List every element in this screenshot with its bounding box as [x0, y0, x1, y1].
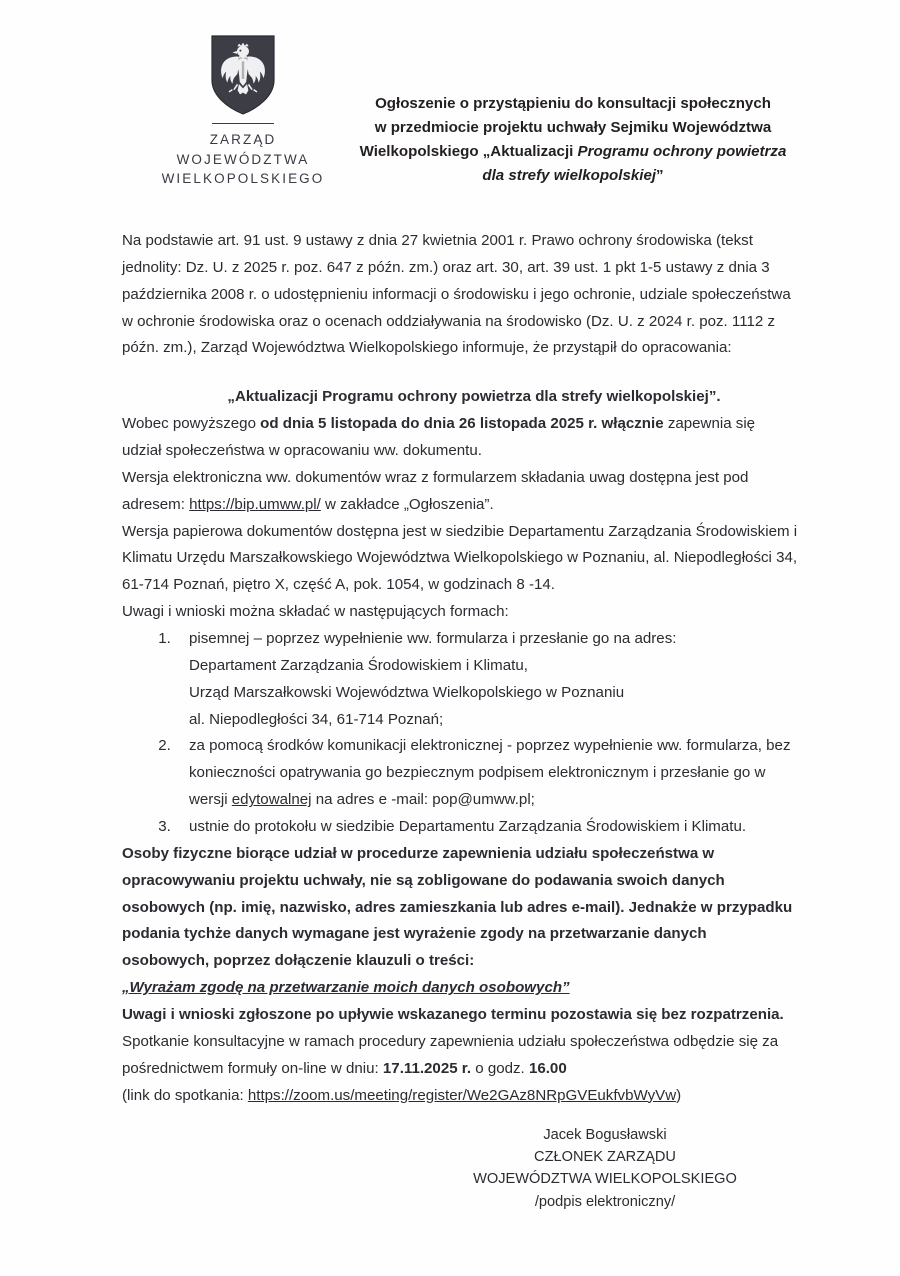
form-1-line-3: Urząd Marszałkowski Województwa Wielkopolskiego w Poznaniu — [189, 683, 625, 701]
organization-name-line-1: ZARZĄD — [209, 132, 277, 147]
logo-divider — [212, 123, 274, 124]
legal-basis-paragraph: Na podstawie art. 91 ust. 9 ustawy z dnia 27 kwietnia 2001 r. Prawo ochrony środowiska (tekst jednolity: Dz. U. z 2025 r. poz. 647 z późn. zm.) oraz art. 30, art. 39 ust. 1 pkt 1-5 ustawy z dnia 3 października 2008 r. o udostępnieniu informacji o środowisku i jego ochronie, udziale społeczeństwa w ochronie środowiska oraz o ocenach oddziaływania na środowisko (Dz. U. z 2024 r. poz. 1112 z późn. zm.), Zarząd Województwa Wielkopolskiego informuje, że przystąpił do opracowania: — [122, 232, 791, 357]
electronic-signature-note: /podpis elektroniczny/ — [534, 1193, 676, 1210]
participation-prefix: Wobec powyższego — [122, 415, 261, 433]
document-title-closing-quote: ” — [656, 166, 664, 184]
form-1-line-2: Departament Zarządzania Środowiskiem i Klimatu, — [189, 656, 528, 674]
meeting-prefix: Spotkanie konsultacyjne w ramach procedury zapewnienia udziału społeczeństwa odbędzie się za pośrednictwem formuły on-line w dniu: — [122, 1032, 779, 1077]
meeting-link-prefix: (link do spotkania: — [122, 1086, 248, 1104]
bip-link[interactable]: https://bip.umww.pl/ — [189, 495, 321, 513]
zoom-meeting-link[interactable]: https://zoom.us/meeting/register/We2GAz8NRpGVEukfvbWyVw — [247, 1086, 677, 1104]
form-3-line-1: ustnie do protokołu w siedzibie Departamentu Zarządzania Środowiskiem i Klimatu. — [189, 818, 747, 836]
document-title-line-3-plain: Wielkopolskiego „Aktualizacji — [359, 142, 578, 160]
personal-data-notice: Osoby fizyczne biorące udział w procedurze zapewnienia udziału społeczeństwa w opracowywaniu projektu uchwały, nie są zobligowane do podawania swoich danych osobowych (np. imię, nazwisko, adres zamieszkania lub adres e-mail). Jednakże w przypadku podania tychże danych wymagane jest wyrażenie zgody na przetwarzanie danych osobowych, poprzez dołączenie klauzuli o treści: — [122, 844, 793, 970]
spacer — [122, 362, 798, 384]
document-title-line-3-italic: Programu ochrony powietrza — [577, 142, 787, 160]
document-title-line-4 — [342, 164, 804, 188]
organization-name-line-2: WOJEWÓDZTWA — [176, 151, 310, 167]
meeting-time: 16.00 — [528, 1059, 567, 1077]
document-header — [0, 34, 900, 189]
wielkopolska-coat-of-arms-icon — [210, 34, 276, 116]
document-title-line-1: Ogłoszenie o przystąpieniu do konsultacji społecznych — [375, 95, 771, 112]
deadline-notice: Uwagi i wnioski zgłoszone po upływie wskazanego terminu pozostawia się bez rozpatrzenia. — [122, 1006, 784, 1024]
meeting-date: 17.11.2025 r. — [382, 1059, 472, 1077]
list-item — [175, 626, 798, 733]
document-title-line-3 — [342, 140, 804, 164]
participation-dates: od dnia 5 listopada do dnia 26 listopada 2025 r. włącznie — [260, 415, 664, 433]
form-2-underlined-word: edytowalnej — [231, 791, 312, 809]
signatory-role-line-2: WOJEWÓDZTWA WIELKOPOLSKIEGO — [473, 1171, 737, 1188]
participation-suffix: zapewnia się udział społeczeństwa w opracowaniu ww. dokumentu. — [122, 415, 756, 460]
signatory-name: Jacek Bogusławski — [543, 1127, 667, 1143]
participation-paragraph — [122, 411, 798, 465]
meeting-middle: o godz. — [471, 1059, 529, 1077]
electronic-version-prefix: Wersja elektroniczna ww. dokumentów wraz z formularzem składania uwag dostępna jest pod adresem: — [122, 468, 749, 513]
form-1-line-4: al. Niepodległości 34, 61-714 Poznań; — [189, 710, 444, 728]
consent-clause: „Wyrażam zgodę na przetwarzanie moich danych osobowych” — [122, 979, 570, 997]
form-2-text-before: za pomocą środków komunikacji elektronicznej - poprzez wypełnienie ww. formularza, bez konieczności opatrywania go bezpiecznym podpisem elektronicznym i przesłanie go w wersji — [189, 737, 791, 809]
signatory-role-line-1: CZŁONEK ZARZĄDU — [534, 1149, 676, 1166]
form-1-line-1: 1. pisemnej – poprzez wypełnienie ww. formularza i przesłanie go na adres: — [189, 630, 677, 648]
meeting-paragraph — [122, 1029, 798, 1083]
meeting-link-paragraph — [122, 1083, 798, 1110]
list-item — [175, 814, 798, 841]
document-title-quoted: „Aktualizacji Programu ochrony powietrza dla strefy wielkopolskiej”. — [227, 388, 721, 406]
document-title — [342, 92, 804, 187]
signature-block — [0, 1124, 900, 1213]
document-title-line-4-italic: dla strefy wielkopolskiej — [482, 166, 657, 184]
paper-version-paragraph: Wersja papierowa dokumentów dostępna jest w siedzibie Departamentu Zarządzania Środowiskiem i Klimatu Urzędu Marszałkowskiego Województwa Wielkopolskiego w Poznaniu, al. Niepodległości 34, 61-714 Poznań, piętro X, część A, pok. 1054, w godzinach 8 -14. — [122, 522, 798, 594]
submission-forms-list — [122, 626, 798, 841]
electronic-version-paragraph — [122, 465, 798, 519]
organization-name-line-3: WIELKOPOLSKIEGO — [161, 171, 325, 187]
list-item — [175, 733, 798, 814]
document-body — [122, 228, 798, 1110]
form-2-text-after: na adres e -mail: pop@umww.pl; — [311, 791, 535, 809]
document-title-line-2: w przedmiocie projektu uchwały Sejmiku Województwa — [374, 118, 772, 136]
meeting-link-suffix: ) — [676, 1086, 682, 1104]
organization-name — [162, 130, 325, 189]
forms-intro: Uwagi i wnioski można składać w następujących formach: — [122, 603, 509, 621]
electronic-version-suffix: w zakładce „Ogłoszenia”. — [320, 495, 494, 513]
organization-logo-block — [118, 34, 368, 189]
